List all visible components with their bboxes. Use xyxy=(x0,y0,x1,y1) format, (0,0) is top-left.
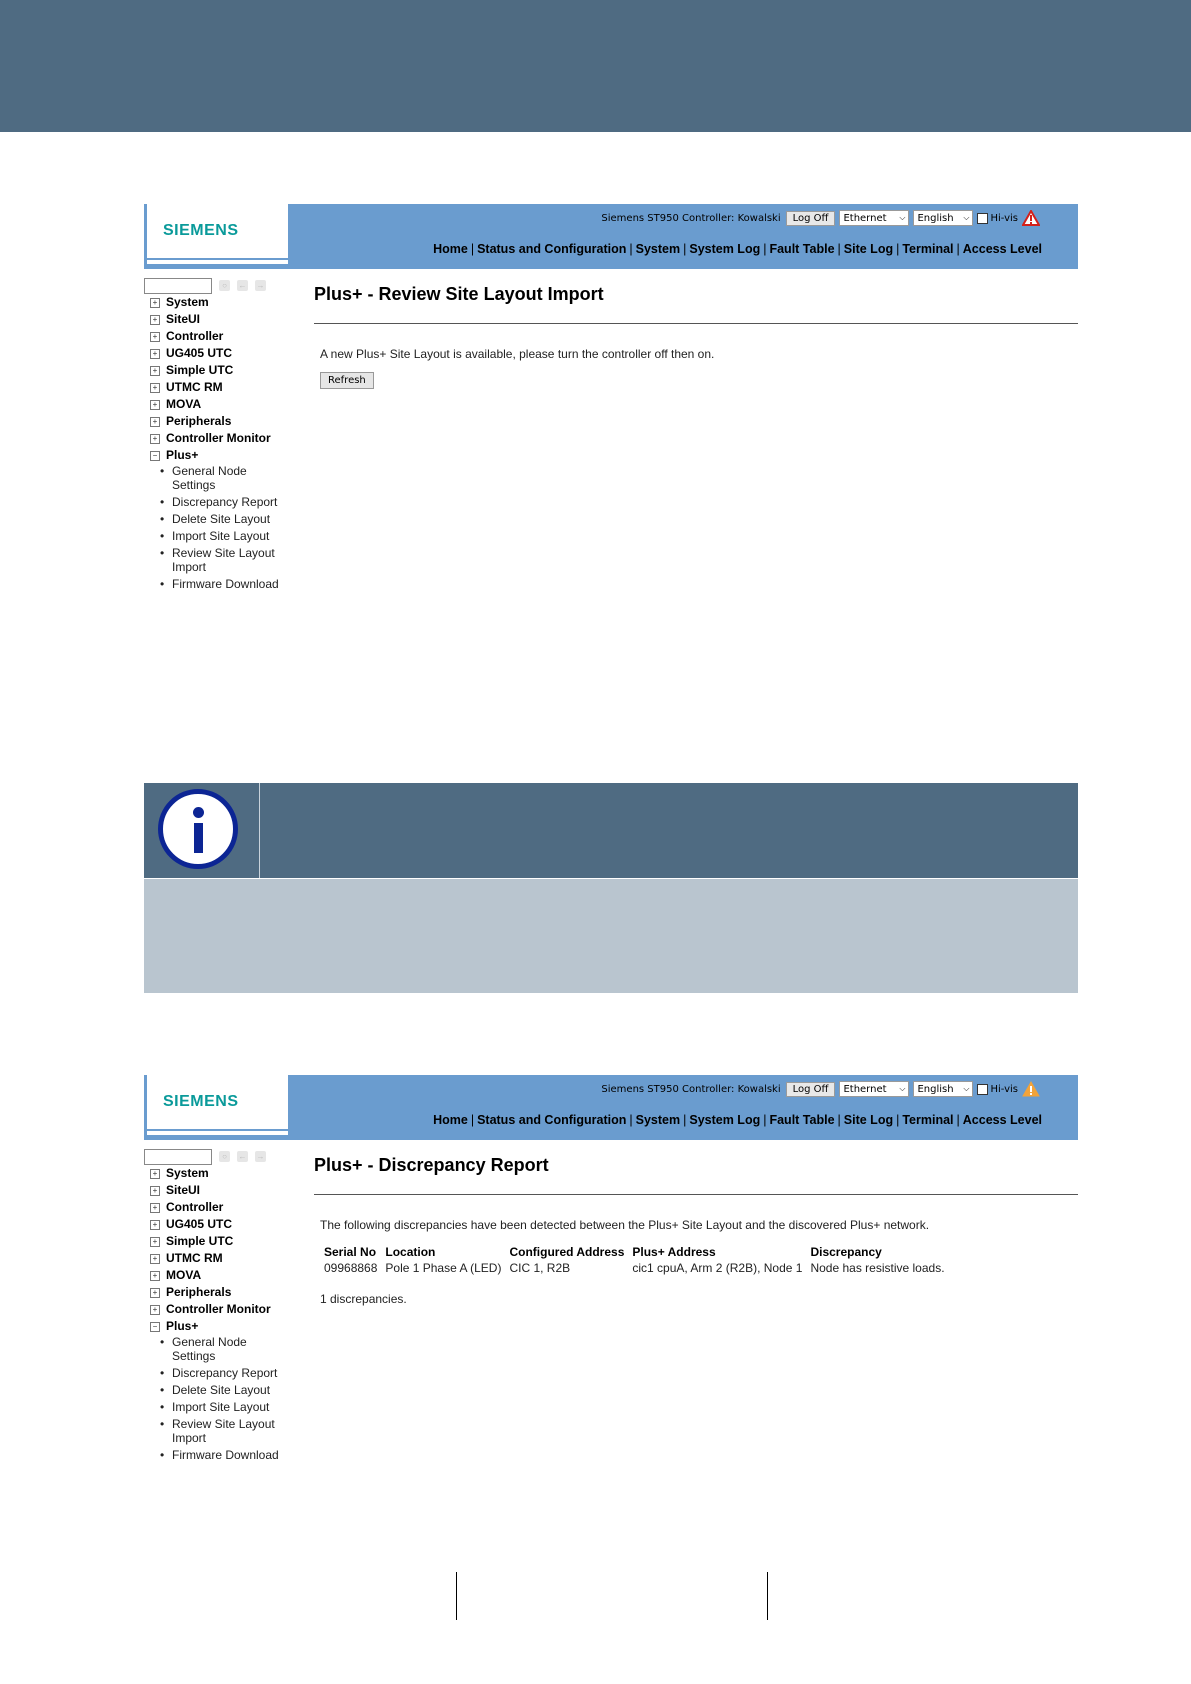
chevron-down-icon: ⌵ xyxy=(899,1084,906,1093)
expand-icon[interactable]: + xyxy=(150,349,160,359)
tree-item-peripherals[interactable] xyxy=(144,1284,294,1301)
expand-icon[interactable]: + xyxy=(150,1203,160,1213)
tree-label: SiteUI xyxy=(166,312,201,326)
hivis-label: Hi-vis xyxy=(990,212,1018,224)
hivis-checkbox[interactable] xyxy=(977,1084,988,1095)
main-nav: Home | Status and Configuration | System | System Log | Fault Table | Site Log | Terminal | Access Level xyxy=(433,242,1042,256)
submenu-item[interactable]: • General Node Settings xyxy=(160,464,247,492)
tree-label: MOVA xyxy=(166,397,202,411)
forward-arrow-icon[interactable]: → xyxy=(256,1152,265,1161)
page-title: Plus+ - Discrepancy Report xyxy=(314,1155,549,1175)
tree-item-ug405[interactable] xyxy=(144,1216,294,1233)
tree-item-ug405[interactable] xyxy=(144,345,294,362)
hivis-checkbox[interactable] xyxy=(977,213,988,224)
expand-icon[interactable]: + xyxy=(150,366,160,376)
screenshot-review-site-layout xyxy=(144,204,1078,624)
language-value: English xyxy=(917,212,954,224)
nav-tree xyxy=(144,1165,294,1335)
back-arrow-icon[interactable]: ← xyxy=(238,281,247,290)
info-box xyxy=(144,783,1078,993)
tree-label: SiteUI xyxy=(166,1183,201,1197)
plus-submenu xyxy=(144,464,294,591)
tree-item-simple-utc[interactable] xyxy=(144,362,294,379)
tree-label: Simple UTC xyxy=(166,363,234,377)
interface-select[interactable] xyxy=(839,210,909,226)
nav-access-level[interactable]: Access Level xyxy=(962,1113,1042,1127)
search-input[interactable] xyxy=(144,278,212,294)
tree-label: Simple UTC xyxy=(166,1234,234,1248)
tree-label: System xyxy=(166,1166,209,1180)
submenu-item[interactable]: • Discrepancy Report xyxy=(160,495,278,509)
nav-fault-table[interactable]: Fault Table xyxy=(769,242,835,256)
search-icon[interactable]: ○ xyxy=(219,1151,230,1162)
info-body xyxy=(144,879,1078,993)
footer-divider xyxy=(767,1572,768,1620)
tree-item-system[interactable] xyxy=(144,294,294,311)
language-value: English xyxy=(917,1083,954,1095)
tree-label: UTMC RM xyxy=(166,380,223,394)
tree-label: UG405 UTC xyxy=(166,346,233,360)
status-message: The following discrepancies have been detected between the Plus+ Site Layout and the discovered Plus+ network. xyxy=(320,1218,930,1232)
tree-label: Controller Monitor xyxy=(166,1302,271,1316)
tree-item-system[interactable] xyxy=(144,1165,294,1182)
info-header xyxy=(144,783,1078,878)
chevron-down-icon: ⌵ xyxy=(963,1084,970,1093)
siemens-logo: SIEMENS xyxy=(163,222,239,239)
submenu-item[interactable]: • Import Site Layout xyxy=(160,1400,270,1414)
tree-item-controller[interactable] xyxy=(144,328,294,345)
tree-label: UTMC RM xyxy=(166,1251,223,1265)
expand-icon[interactable]: + xyxy=(150,1237,160,1247)
nav-system[interactable]: System xyxy=(635,242,681,256)
tree-item-peripherals[interactable] xyxy=(144,413,294,430)
expand-icon[interactable]: + xyxy=(150,332,160,342)
table-header-row xyxy=(322,1244,951,1260)
nav-tree xyxy=(144,294,294,464)
logo-box xyxy=(147,1075,288,1138)
nav-system-log[interactable]: System Log xyxy=(689,242,761,256)
page-title: Plus+ - Review Site Layout Import xyxy=(314,284,604,304)
tree-label: MOVA xyxy=(166,1268,202,1282)
app-header xyxy=(144,204,1078,269)
info-icon xyxy=(158,789,238,869)
info-icon-cell xyxy=(144,783,260,878)
column-header: Serial No xyxy=(324,1245,377,1259)
expand-icon[interactable]: + xyxy=(150,383,160,393)
tree-item-mova[interactable] xyxy=(144,1267,294,1284)
nav-site-log[interactable]: Site Log xyxy=(843,1113,894,1127)
logo-box xyxy=(147,204,288,267)
logo-underline xyxy=(147,1129,288,1131)
tree-item-utmc-rm[interactable] xyxy=(144,379,294,396)
interface-select[interactable] xyxy=(839,1081,909,1097)
tree-label: Peripherals xyxy=(166,414,232,428)
chevron-down-icon: ⌵ xyxy=(963,213,970,222)
collapse-icon[interactable]: − xyxy=(150,451,160,461)
warning-amber-icon[interactable] xyxy=(1022,1081,1040,1097)
table-cell: Node has resistive loads. xyxy=(810,1261,945,1275)
main-content xyxy=(314,1155,1078,1306)
hivis-label: Hi-vis xyxy=(990,1083,1018,1095)
interface-value: Ethernet xyxy=(843,212,887,224)
tree-item-plus[interactable] xyxy=(144,447,294,464)
language-select[interactable] xyxy=(913,210,973,226)
forward-arrow-icon[interactable]: → xyxy=(256,281,265,290)
chevron-down-icon: ⌵ xyxy=(899,213,906,222)
tree-item-mova[interactable] xyxy=(144,396,294,413)
nav-system-log[interactable]: System Log xyxy=(689,1113,761,1127)
expand-icon[interactable]: + xyxy=(150,1254,160,1264)
expand-icon[interactable]: + xyxy=(150,298,160,308)
controller-title: Siemens ST950 Controller: Kowalski xyxy=(601,212,781,224)
expand-icon[interactable]: + xyxy=(150,1186,160,1196)
language-select[interactable] xyxy=(913,1081,973,1097)
title-divider xyxy=(314,323,1078,324)
interface-value: Ethernet xyxy=(843,1083,887,1095)
screenshot-discrepancy-report xyxy=(144,1075,1078,1495)
column-header: Configured Address xyxy=(509,1245,625,1259)
discrepancy-table xyxy=(322,1244,951,1276)
tree-label: Controller xyxy=(166,1200,224,1214)
sidebar xyxy=(144,1148,294,1465)
tree-item-siteui[interactable] xyxy=(144,311,294,328)
sidebar xyxy=(144,277,294,594)
nav-status-config[interactable]: Status and Configuration xyxy=(477,1113,627,1127)
main-content xyxy=(314,284,1078,386)
control-bar xyxy=(601,209,1040,227)
tree-item-siteui[interactable] xyxy=(144,1182,294,1199)
column-header: Discrepancy xyxy=(810,1245,882,1259)
control-bar xyxy=(601,1080,1040,1098)
nav-system[interactable]: System xyxy=(635,1113,681,1127)
discrepancy-count: 1 discrepancies. xyxy=(320,1292,407,1306)
tree-label: Peripherals xyxy=(166,1285,232,1299)
nav-home[interactable]: Home xyxy=(433,242,468,256)
app-header xyxy=(144,1075,1078,1140)
search-icon[interactable]: ○ xyxy=(219,280,230,291)
expand-icon[interactable]: + xyxy=(150,1169,160,1179)
submenu-item[interactable]: • Import Site Layout xyxy=(160,529,270,543)
expand-icon[interactable]: + xyxy=(150,417,160,427)
expand-icon[interactable]: + xyxy=(150,434,160,444)
sidebar-search-row xyxy=(144,277,294,294)
siemens-logo: SIEMENS xyxy=(163,1093,239,1110)
log-off-button[interactable]: Log Off xyxy=(786,1082,836,1097)
nav-fault-table[interactable]: Fault Table xyxy=(769,1113,835,1127)
expand-icon[interactable]: + xyxy=(150,315,160,325)
submenu-item[interactable]: • General Node Settings xyxy=(160,1335,247,1363)
column-header: Location xyxy=(385,1245,436,1259)
submenu-item[interactable]: • Firmware Download xyxy=(160,1448,279,1462)
nav-terminal[interactable]: Terminal xyxy=(902,242,954,256)
submenu-item[interactable]: • Review Site Layout Import xyxy=(160,1417,275,1445)
tree-label: Controller xyxy=(166,329,224,343)
collapse-icon[interactable]: − xyxy=(150,1322,160,1332)
title-divider xyxy=(314,1194,1078,1195)
submenu-item[interactable]: • Delete Site Layout xyxy=(160,512,271,526)
warning-red-icon[interactable] xyxy=(1022,210,1040,226)
tree-label: Plus+ xyxy=(166,1319,199,1333)
expand-icon[interactable]: + xyxy=(150,400,160,410)
main-nav: Home | Status and Configuration | System | System Log | Fault Table | Site Log | Terminal | Access Level xyxy=(433,1113,1042,1127)
column-header: Plus+ Address xyxy=(632,1245,716,1259)
expand-icon[interactable]: + xyxy=(150,1271,160,1281)
table-cell: Pole 1 Phase A (LED) xyxy=(385,1261,502,1275)
table-cell: 09968868 xyxy=(324,1261,378,1275)
status-message: A new Plus+ Site Layout is available, please turn the controller off then on. xyxy=(320,347,715,361)
table-cell: CIC 1, R2B xyxy=(509,1261,571,1275)
nav-site-log[interactable]: Site Log xyxy=(843,242,894,256)
tree-item-utmc-rm[interactable] xyxy=(144,1250,294,1267)
submenu-item[interactable]: • Delete Site Layout xyxy=(160,1383,271,1397)
submenu-item[interactable]: • Discrepancy Report xyxy=(160,1366,278,1380)
tree-item-controller[interactable] xyxy=(144,1199,294,1216)
submenu-item[interactable]: • Review Site Layout Import xyxy=(160,546,275,574)
tree-label: Plus+ xyxy=(166,448,199,462)
expand-icon[interactable]: + xyxy=(150,1305,160,1315)
log-off-button[interactable]: Log Off xyxy=(786,211,836,226)
page-header-band xyxy=(0,0,1191,132)
nav-terminal[interactable]: Terminal xyxy=(902,1113,954,1127)
tree-item-plus[interactable] xyxy=(144,1318,294,1335)
tree-item-controller-monitor[interactable] xyxy=(144,430,294,447)
nav-access-level[interactable]: Access Level xyxy=(962,242,1042,256)
plus-submenu xyxy=(144,1335,294,1462)
nav-home[interactable]: Home xyxy=(433,1113,468,1127)
expand-icon[interactable]: + xyxy=(150,1288,160,1298)
table-cell: cic1 cpuA, Arm 2 (R2B), Node 1 xyxy=(632,1261,803,1275)
tree-item-controller-monitor[interactable] xyxy=(144,1301,294,1318)
footer-divider xyxy=(456,1572,457,1620)
sidebar-search-row xyxy=(144,1148,294,1165)
table-row xyxy=(322,1260,951,1276)
submenu-item[interactable]: • Firmware Download xyxy=(160,577,279,591)
nav-status-config[interactable]: Status and Configuration xyxy=(477,242,627,256)
controller-title: Siemens ST950 Controller: Kowalski xyxy=(601,1083,781,1095)
search-input[interactable] xyxy=(144,1149,212,1165)
back-arrow-icon[interactable]: ← xyxy=(238,1152,247,1161)
tree-label: UG405 UTC xyxy=(166,1217,233,1231)
tree-label: Controller Monitor xyxy=(166,431,271,445)
tree-label: System xyxy=(166,295,209,309)
tree-item-simple-utc[interactable] xyxy=(144,1233,294,1250)
refresh-button[interactable]: Refresh xyxy=(320,372,374,389)
expand-icon[interactable]: + xyxy=(150,1220,160,1230)
logo-underline xyxy=(147,258,288,260)
